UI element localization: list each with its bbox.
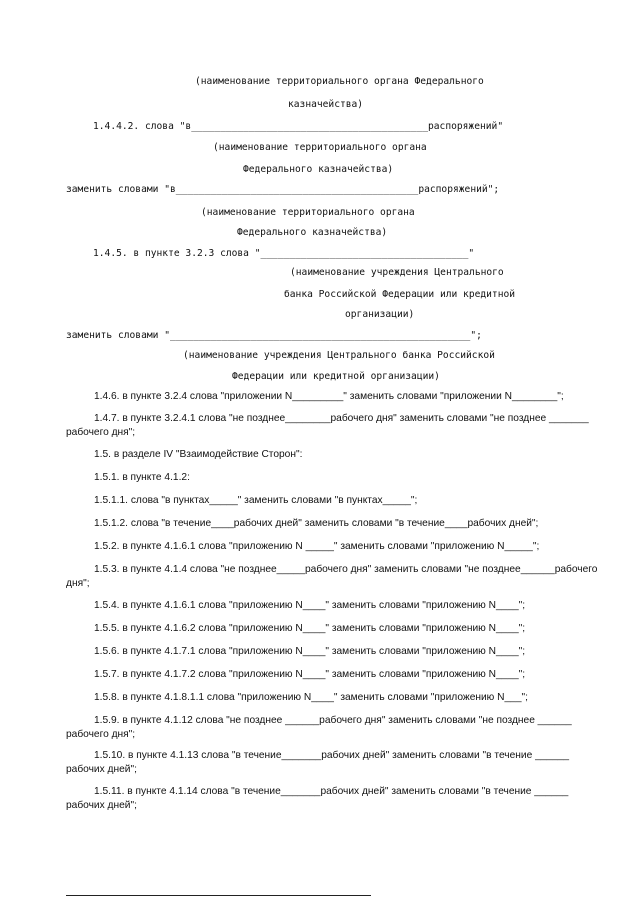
p-1-4-6-line-1: 1.4.6. в пункте 3.2.4 слова "приложении N_________" заменить словами "приложении N________"; — [94, 391, 564, 402]
p-1-5-5-line-1: 1.5.5. в пункте 4.1.6.2 слова "приложению N____" заменить словами "приложению N____"; — [94, 623, 526, 634]
p-1-5-2 — [66, 540, 614, 554]
p-1-5-10-line-1: 1.5.10. в пункте 4.1.13 слова "в течение_______рабочих дней" заменить словами "в течение ______ — [94, 750, 570, 761]
caption-2b: Федерального казначейства) — [243, 164, 394, 175]
p-1-5-6 — [66, 645, 614, 659]
p-1-5-5 — [66, 622, 614, 636]
p-1-5-3 — [66, 563, 614, 591]
p-1-5-8-line-1: 1.5.8. в пункте 4.1.8.1.1 слова "приложению N____" заменить словами "приложению N___"; — [94, 692, 528, 703]
caption-5a: (наименование учреждения Центрального банка Российской — [183, 350, 495, 361]
p-1-5-2-line-1: 1.5.2. в пункте 4.1.6.1 слова "приложению N _____" заменить словами "приложению N_____"; — [94, 541, 540, 552]
caption-3b: Федерального казначейства) — [237, 227, 388, 238]
p-1-5-1-2 — [66, 517, 614, 531]
caption-5b: Федерации или кредитной организации) — [232, 371, 440, 382]
p-1-5-6-line-1: 1.5.6. в пункте 4.1.7.1 слова "приложению N____" заменить словами "приложению N____"; — [94, 646, 526, 657]
p-1-5-4 — [66, 599, 614, 613]
p-1-4-7 — [66, 412, 614, 440]
p-1-5-1-1 — [66, 494, 614, 508]
footnote-divider — [66, 895, 371, 896]
item-1-4-4-2: 1.4.4.2. слова "в_________________________________________распоряжений" — [93, 121, 504, 132]
p-1-5-8 — [66, 691, 614, 705]
p-1-5-3-line-1: 1.5.3. в пункте 4.1.4 слова "не позднее_____рабочего дня" заменить словами "не позднее______рабочего — [94, 564, 598, 575]
p-1-5-9 — [66, 714, 614, 742]
p-1-4-7-line-2: рабочего дня"; — [66, 427, 136, 438]
p-1-5-4-line-1: 1.5.4. в пункте 4.1.6.1 слова "приложению N____" заменить словами "приложению N____"; — [94, 600, 526, 611]
caption-4c: организации) — [345, 309, 415, 320]
p-1-4-7-line-1: 1.4.7. в пункте 3.2.4.1 слова "не позднее________рабочего дня" заменить словами "не позднее _______ — [94, 413, 589, 424]
caption-3a: (наименование территориального органа — [201, 207, 415, 218]
replace-1: заменить словами "в__________________________________________распоряжений"; — [66, 184, 500, 195]
p-1-5-11-line-2: рабочих дней"; — [66, 800, 137, 811]
p-1-5-3-line-2: дня"; — [66, 578, 90, 589]
p-1-5-9-line-2: рабочего дня"; — [66, 729, 136, 740]
replace-2: заменить словами "____________________________________________________"; — [66, 330, 482, 341]
caption-1a: (наименование территориального органа Федерального — [195, 76, 484, 87]
p-1-5-11 — [66, 785, 614, 813]
p-1-5-7 — [66, 668, 614, 682]
p-1-5-1-1-line-1: 1.5.1.1. слова "в пунктах_____" заменить словами "в пунктах_____"; — [94, 495, 418, 506]
p-1-4-6 — [66, 390, 614, 404]
p-1-5-line-1: 1.5. в разделе IV "Взаимодействие Сторон": — [94, 449, 303, 460]
p-1-5 — [66, 448, 614, 462]
p-1-5-10 — [66, 749, 614, 777]
p-1-5-1-line-1: 1.5.1. в пункте 4.1.2: — [94, 472, 190, 483]
caption-4a: (наименование учреждения Центрального — [290, 267, 504, 278]
p-1-5-11-line-1: 1.5.11. в пункте 4.1.14 слова "в течение_______рабочих дней" заменить словами "в течение ______ — [94, 786, 569, 797]
caption-2a: (наименование территориального органа — [213, 142, 427, 153]
p-1-5-10-line-2: рабочих дней"; — [66, 764, 137, 775]
p-1-5-7-line-1: 1.5.7. в пункте 4.1.7.2 слова "приложению N____" заменить словами "приложению N____"; — [94, 669, 526, 680]
caption-4b: банка Российской Федерации или кредитной — [284, 289, 516, 300]
p-1-5-1 — [66, 471, 614, 485]
p-1-5-1-2-line-1: 1.5.1.2. слова "в течение____рабочих дней" заменить словами "в течение____рабочих дней"; — [94, 518, 539, 529]
item-1-4-5: 1.4.5. в пункте 3.2.3 слова "____________________________________" — [93, 248, 475, 259]
caption-1b: казначейства) — [288, 99, 364, 110]
p-1-5-9-line-1: 1.5.9. в пункте 4.1.12 слова "не позднее ______рабочего дня" заменить словами "не позднее ______ — [94, 715, 572, 726]
